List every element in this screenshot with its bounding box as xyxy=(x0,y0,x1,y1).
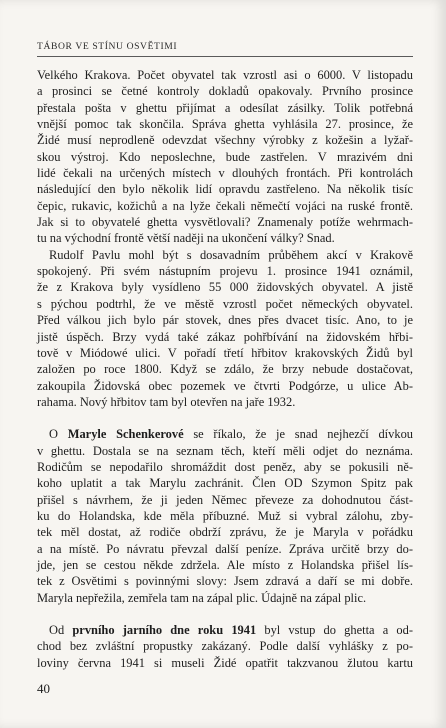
text-line: Rudolf Pavlu mohl být s dosavadním průběhem akcí v Krakově xyxy=(49,247,413,262)
header-rule xyxy=(37,56,413,57)
paragraph-gap xyxy=(37,410,413,426)
text-line: Rodičům se nepodařilo shromáždit dost peněz, aby se pokusili ně- xyxy=(37,459,413,474)
text-line: vnější pomoc tak skončila. Správa ghetta vyhlásila 27. prosince, že xyxy=(37,117,413,132)
text-line: tek měl dostat, až rodiče obdrží zprávu, že je Maryla v pořádku xyxy=(37,525,413,540)
text-line: přestala pošta v ghettu přijímat a odesílat zásilky. Tolik potřebná xyxy=(37,100,413,115)
text-line: rahama. Nový hřbitov tam byl otevřen na jaře 1932. xyxy=(37,394,296,409)
text-line: přišel s návrhem, že ji jeden Němec převeze za dohodnutou část- xyxy=(37,492,413,507)
text-line: jistě úspěch. Brzy vydá také zákaz pohřbívání na židovském hřbi- xyxy=(37,329,413,344)
text-line: chod bez zvláštní propustky zakázaný. Podle další vyhlášky z po- xyxy=(37,639,413,654)
text-line: a prosinci se četné kontroly dokladů opakovaly. Prvního prosince xyxy=(37,84,413,99)
text-line: že z Krakova byly vysídleno 55 000 židovských obyvatel. A jistě xyxy=(37,280,413,295)
text-line: Židé musí neprodleně odevzdat všechny výrobky z kožešin a lyžař- xyxy=(37,133,413,148)
text-line: zakoupila Židovská obec pozemek ve čtvrti Podgórze, u ulice Ab- xyxy=(37,378,413,393)
text-line: tově v Miódowé ulici. V pořadí třetí hřbitov krakovských Židů byl xyxy=(37,345,413,360)
text-line: Před válkou jich bylo pár stovek, dnes přes dvacet tisíc. Ano, to je xyxy=(37,313,413,328)
text-line: koho uplatit a tak Marylu zachránit. Člen OD Szymon Spitz pak xyxy=(37,476,413,491)
text-line: spokojený. Při svém nástupním projevu 1. prosince 1941 oznámil, xyxy=(37,264,413,279)
text-line: s pýchou podtrhl, že ve městě vzrostl počet německých obyvatel. xyxy=(37,296,413,311)
text-line: O Maryle Schenkerové se říkalo, že je snad nejhezčí dívkou xyxy=(49,427,414,442)
text-line: jde, jen se cestou někde zdržela. Ale místo z Holandska přišel lís- xyxy=(37,557,413,572)
paragraph-gap xyxy=(37,606,413,622)
text-line: Maryla nepřežila, zemřela tam na zápal plic. Údajně na zápal plic. xyxy=(37,590,367,605)
text-line: a na místě. Po návratu převzal další peníze. Zpráva určitě brzy do- xyxy=(37,541,413,556)
running-head: TÁBOR VE STÍNU OSVĚTIMI xyxy=(37,41,178,52)
text-line: v ghettu. Dostala se na seznam těch, kteří měli odjet do neznáma. xyxy=(37,443,413,458)
text-line: tu na východní frontě větší naději na ukončení války? Snad. xyxy=(37,231,335,246)
text-line: lidé čekali na určených místech v dlouhých frontách. Při kontrolách xyxy=(37,166,413,181)
page-number: 40 xyxy=(37,681,50,696)
body-text xyxy=(37,67,413,671)
text-line: čepic, rukavic, kožichů a na lyže čekali němečtí vojáci na ruské frontě. xyxy=(37,198,413,213)
text-line: skou výstroj. Kdo neposlechne, bude zastřelen. V mrazivém dni xyxy=(37,149,413,164)
text-line: následující den bylo několik lidí opravdu zastřeleno. Na několik tisíc xyxy=(37,182,413,197)
text-line: Jak si to obyvatelé ghetta vysvětlovali? Znamenaly potíže wehrmach- xyxy=(37,215,413,230)
text-line: Od prvního jarního dne roku 1941 byl vstup do ghetta a od- xyxy=(49,623,413,637)
text-line: loviny června 1941 si museli Židé opatřit takzvanou žlutou kartu xyxy=(37,655,413,670)
text-line: tek z Osvětimi s povinnými slovy: Jsem zdravá a daří se mi dobře. xyxy=(37,574,413,589)
text-line: ku do Holandska, kde měla příbuzné. Muž si vybral zálohu, zby- xyxy=(37,508,413,523)
text-line: Velkého Krakova. Počet obyvatel tak vzrostl asi o 6000. V listopadu xyxy=(37,68,413,82)
text-line: založen po roce 1800. Když se zdálo, že brzy nebude dostačovat, xyxy=(37,362,413,377)
